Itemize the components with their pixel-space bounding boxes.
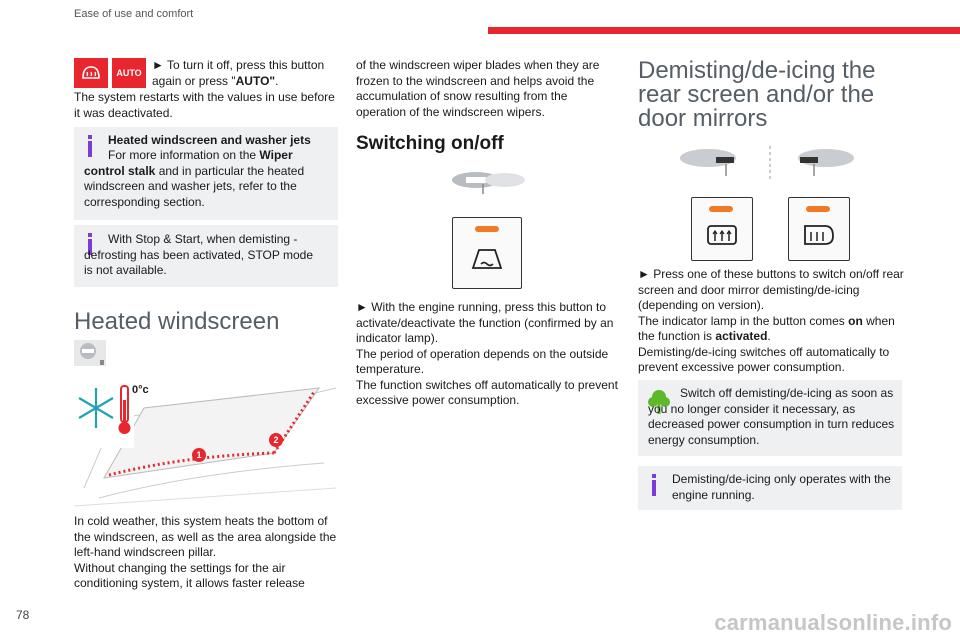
note-eco	[638, 380, 902, 456]
callout-1: 1	[192, 448, 206, 462]
rear-screen-demist-button[interactable]	[691, 197, 753, 261]
info-note-text: Demisting/de-icing only operates with the engine running.	[672, 472, 891, 502]
steering-wheel-icons	[676, 146, 856, 187]
watermark: carmanualsonline.info	[714, 610, 952, 635]
windscreen-heat-icon	[471, 246, 503, 272]
heated-windscreen-illustration	[74, 378, 336, 508]
temperature-label: 0°c	[132, 384, 149, 396]
mirror-demist-button[interactable]	[788, 197, 850, 261]
indicator-lamp	[475, 226, 499, 232]
auto-bold: AUTO"	[235, 73, 276, 88]
auto-label: AUTO	[116, 68, 142, 78]
heated-body-2: Without changing the settings for the air conditioning system, it allows faster release	[74, 560, 305, 590]
turn-off-line2: again or press "	[152, 73, 236, 88]
demisting-p2-pre: The indicator lamp in the button comes	[638, 313, 849, 328]
demisting-p2-end: .	[767, 329, 771, 343]
note1-body	[84, 148, 334, 210]
info-icon	[88, 135, 92, 139]
demisting-p3: Demisting/de-icing switches off automatically to prevent excessive power consumption.	[638, 344, 890, 374]
note2-text: With Stop & Start, when demisting - defrosting has been activated, STOP mode is not available.	[84, 232, 314, 277]
demisting-p2-activated: activated	[715, 329, 768, 343]
indicator-lamp	[806, 206, 830, 212]
info-icon-bar	[652, 480, 656, 496]
note1-bold2: control stalk	[84, 163, 156, 178]
auto-button-icon	[112, 58, 146, 88]
turn-off-period: .	[275, 73, 279, 88]
page-number: 78	[16, 608, 30, 622]
note1-title: Heated windscreen and washer jets	[108, 133, 311, 147]
turn-off-text	[152, 58, 342, 89]
heading-demisting: Demisting/de-icing the rear screen and/or the door mirrors	[638, 57, 876, 132]
note1-bold1: Wiper	[259, 148, 293, 162]
demisting-p2-post: when the function is	[638, 313, 895, 343]
info-icon	[652, 474, 656, 478]
windscreen-heat-button[interactable]	[452, 217, 522, 289]
restart-text: The system restarts with the values in use before it was deactivated.	[74, 90, 335, 120]
turn-off-line1: ► To turn it off, press this button	[152, 58, 325, 72]
rear-defrost-icon	[706, 224, 738, 248]
demisting-p2-on: on	[848, 313, 863, 328]
indicator-lamp	[709, 206, 733, 212]
steering-wheel-icon	[450, 170, 526, 203]
steering-wheel-icon	[74, 340, 106, 371]
switching-p3: The function switches off automatically to prevent excessive power consumption.	[356, 377, 618, 407]
switching-body	[356, 300, 622, 409]
heated-windscreen-body	[74, 514, 344, 592]
header-section-title: Ease of use and comfort	[74, 8, 194, 20]
mirror-defrost-icon	[801, 222, 837, 248]
eco-note-text: Switch off demisting/de-icing as soon as you no longer consider it necessary, as decreased power consumption in turn reduces energy consumption.	[648, 386, 895, 447]
header-accent-bar	[488, 27, 960, 34]
demisting-p1: ► Press one of these buttons to switch on/off rear screen and door mirror demisting/de-icing (depending on version).	[638, 267, 904, 312]
heading-switching-on-off: Switching on/off	[356, 133, 504, 154]
heading-heated-windscreen: Heated windscreen	[74, 308, 280, 335]
note-stop-start	[74, 225, 338, 287]
heated-body-1: In cold weather, this system heats the bottom of the windscreen, as well as the area alongside the left-hand windscreen pillar.	[74, 514, 337, 559]
windscreen-continued-text: of the windscreen wiper blades when they are frozen to the windscreen and helps avoid the accumulation of snow resulting from the operation of the windscreen wipers.	[356, 58, 600, 119]
switching-p1: ► With the engine running, press this button to activate/deactivate the function (confirmed by an indicator lamp).	[356, 300, 614, 345]
rear-defrost-button-icon	[74, 58, 108, 88]
note-engine-running	[638, 466, 902, 510]
demisting-body	[638, 267, 906, 376]
callout-2: 2	[269, 433, 283, 447]
note1-line1: For more information on the	[108, 148, 257, 162]
note-heated-windscreen	[74, 127, 338, 220]
note1-rest: and in particular the heated windscreen and washer jets, refer to the corresponding section.	[84, 163, 305, 209]
switching-p2: The period of operation depends on the outside temperature.	[356, 346, 609, 376]
